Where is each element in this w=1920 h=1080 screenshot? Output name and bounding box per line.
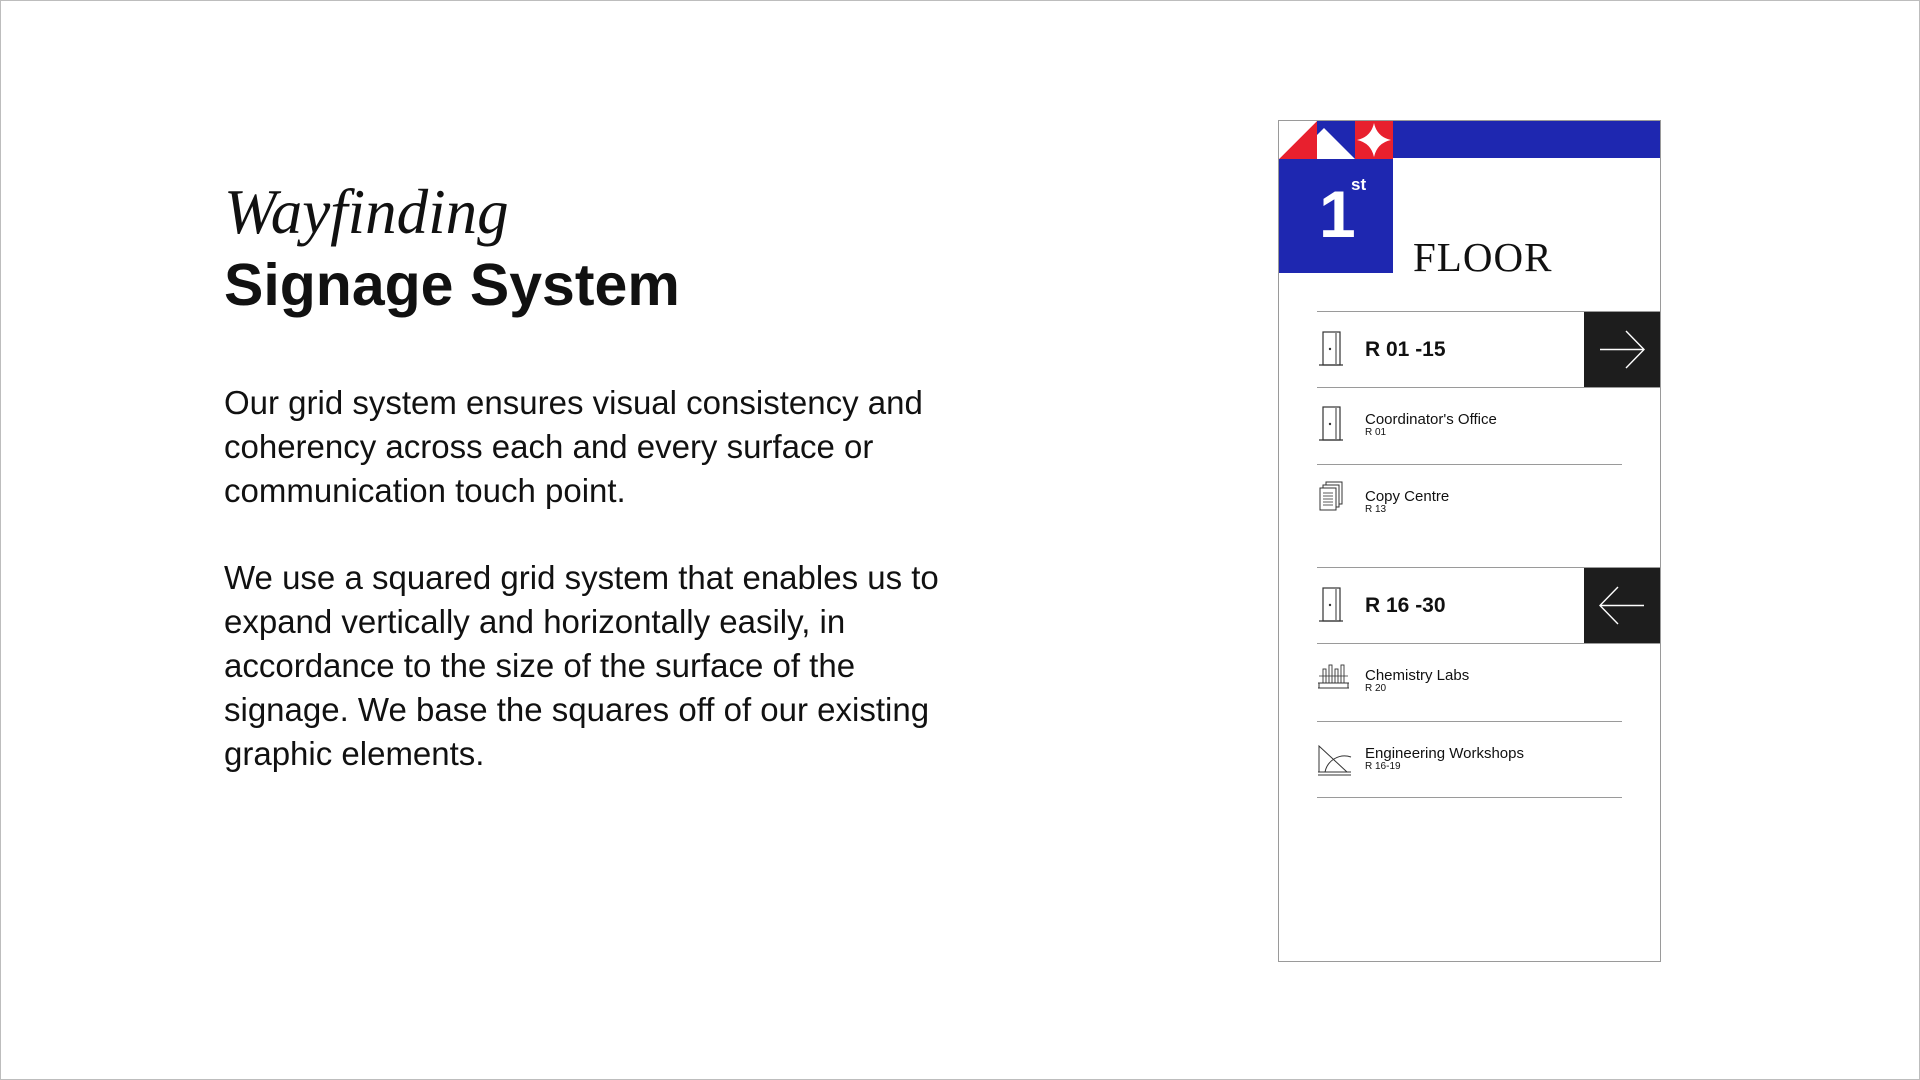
- list-item: [1317, 721, 1622, 796]
- item-code: R 20: [1365, 683, 1387, 694]
- arrow-right-icon: [1584, 312, 1660, 387]
- list-item: [1317, 643, 1622, 718]
- divider: [1317, 797, 1622, 798]
- section-row-r01-15: [1317, 312, 1660, 387]
- section-label: R 01 -15: [1365, 338, 1446, 361]
- section-row-r16-30: [1317, 568, 1660, 643]
- protractor-icon: [1317, 721, 1357, 796]
- floor-suffix: st: [1351, 175, 1367, 194]
- item-code: R 01: [1365, 427, 1387, 438]
- sign-header: [1279, 121, 1660, 280]
- item-name: Coordinator's Office: [1365, 411, 1497, 428]
- title-line-2: Signage System: [224, 252, 680, 318]
- item-name: Copy Centre: [1365, 488, 1450, 505]
- title-line-1: Wayfinding: [224, 177, 509, 247]
- item-name: Engineering Workshops: [1365, 745, 1524, 762]
- door-icon: [1317, 312, 1357, 387]
- item-code: R 16-19: [1365, 761, 1401, 772]
- floor-label: FLOOR: [1413, 234, 1553, 280]
- arrow-left-box: [1584, 568, 1660, 643]
- documents-icon: [1317, 464, 1357, 539]
- item-name: Chemistry Labs: [1365, 667, 1470, 684]
- door-icon: [1317, 568, 1357, 643]
- list-item: [1317, 464, 1622, 539]
- body-paragraph-1: Our grid system ensures visual consistency and coherency across each and every surface or communication touch point.: [224, 384, 923, 509]
- arrow-left-icon: [1584, 568, 1660, 643]
- arrow-right-box: [1584, 312, 1660, 387]
- floor-number: 1: [1319, 177, 1356, 251]
- item-code: R 13: [1365, 504, 1387, 515]
- section-label: R 16 -30: [1365, 594, 1446, 617]
- list-item: [1317, 387, 1622, 462]
- geometric-pattern-icon: [1279, 121, 1393, 159]
- body-paragraph-2: We use a squared grid system that enables us to expand vertically and horizontally easily, in accordance to the size of the surface of the signage. We base the squares off of our existing graphic elements.: [224, 559, 939, 772]
- signage-panel: [1278, 120, 1661, 962]
- header-bar: [1393, 121, 1660, 158]
- door-icon: [1317, 387, 1357, 462]
- floor-number-box: [1279, 159, 1393, 273]
- test-tubes-icon: [1317, 643, 1357, 718]
